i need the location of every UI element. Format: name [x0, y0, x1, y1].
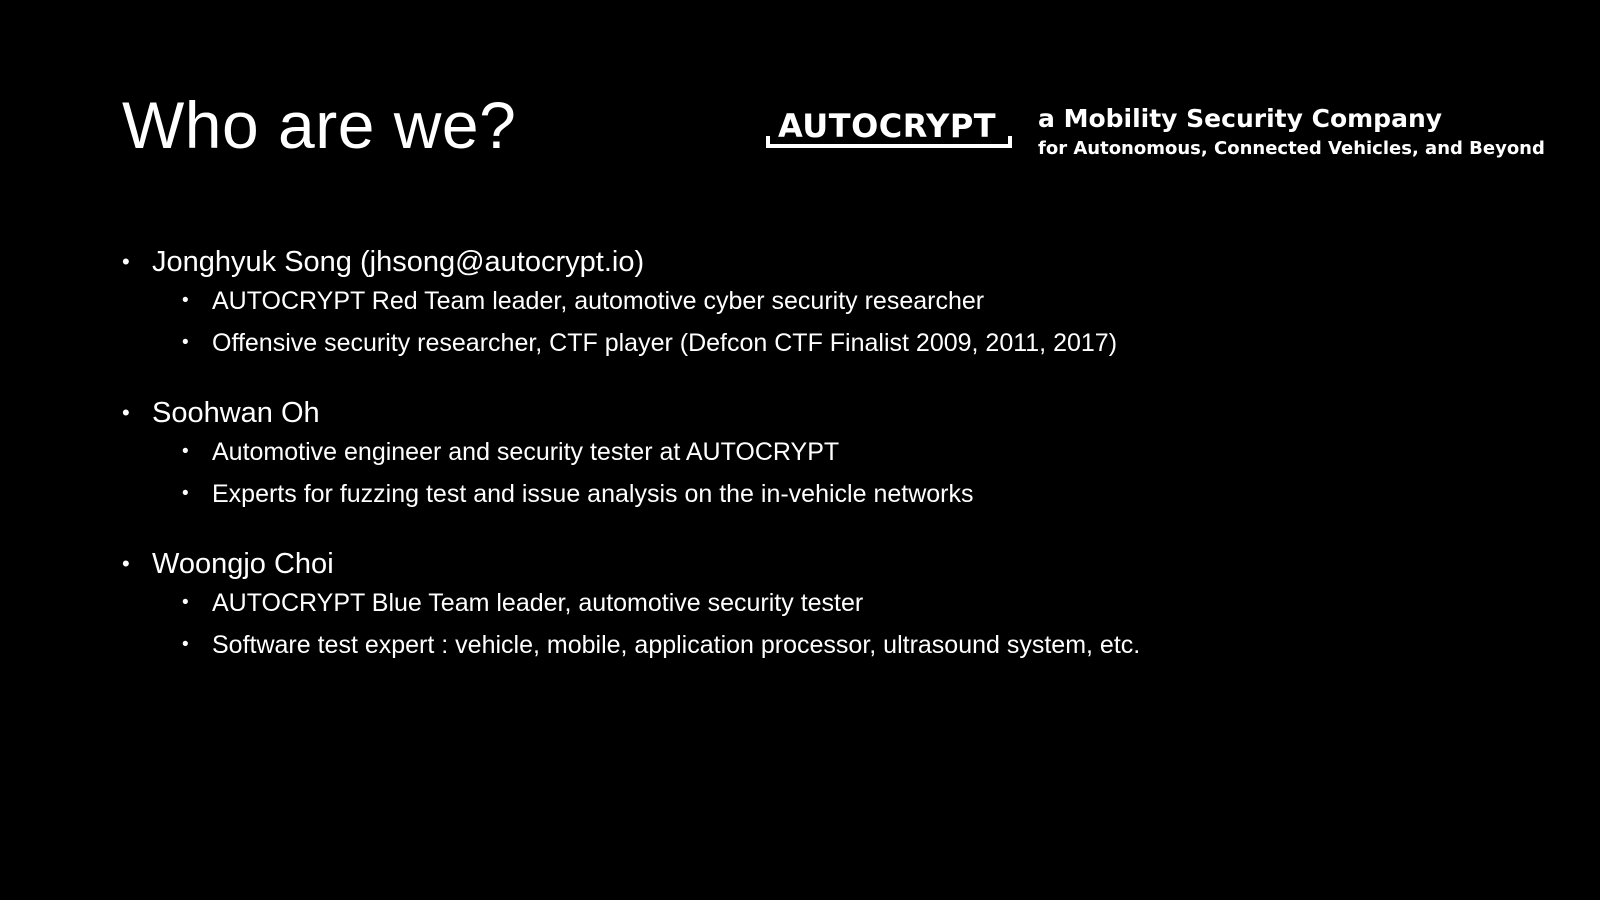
detail-text: AUTOCRYPT Red Team leader, automotive cyber security researcher — [212, 287, 985, 315]
detail-item — [122, 588, 1542, 618]
person-item — [122, 395, 1542, 509]
bullet-icon: • — [182, 290, 189, 311]
detail-item — [122, 286, 1542, 316]
person-item — [122, 244, 1542, 358]
bullet-icon: • — [182, 592, 189, 613]
brand-subtagline: for Autonomous, Connected Vehicles, and Beyond — [1038, 138, 1545, 159]
bullet-icon: • — [182, 634, 189, 655]
person-details — [122, 588, 1542, 660]
brand-tagline: a Mobility Security Company — [1038, 104, 1443, 133]
person-details — [122, 286, 1542, 358]
bullet-icon: • — [122, 249, 130, 274]
bullet-icon: • — [182, 332, 189, 353]
person-name: Soohwan Oh — [152, 397, 320, 429]
detail-text: Experts for fuzzing test and issue analysis on the in-vehicle networks — [212, 480, 974, 508]
slide-title: Who are we? — [122, 88, 517, 162]
person-item — [122, 546, 1542, 660]
person-name: Jonghyuk Song (jhsong@autocrypt.io) — [152, 246, 645, 278]
person-name-line — [122, 244, 1542, 280]
bullet-icon: • — [122, 400, 130, 425]
autocrypt-logo: AUTOCRYPT — [778, 107, 997, 145]
detail-text: AUTOCRYPT Blue Team leader, automotive security tester — [212, 589, 864, 617]
people-list — [122, 244, 1542, 697]
detail-text: Software test expert : vehicle, mobile, application processor, ultrasound system, etc. — [212, 631, 1141, 659]
bullet-icon: • — [182, 441, 189, 462]
detail-item — [122, 437, 1542, 467]
detail-item — [122, 479, 1542, 509]
bullet-icon: • — [182, 483, 189, 504]
bullet-icon: • — [122, 551, 130, 576]
detail-text: Offensive security researcher, CTF player (Defcon CTF Finalist 2009, 2011, 2017) — [212, 329, 1118, 357]
person-details — [122, 437, 1542, 509]
detail-item — [122, 328, 1542, 358]
detail-text: Automotive engineer and security tester at AUTOCRYPT — [212, 438, 840, 466]
person-name-line — [122, 546, 1542, 582]
person-name: Woongjo Choi — [152, 548, 334, 580]
brand-header — [766, 106, 1566, 166]
logo-bracket — [766, 136, 1012, 148]
person-name-line — [122, 395, 1542, 431]
detail-item — [122, 630, 1542, 660]
